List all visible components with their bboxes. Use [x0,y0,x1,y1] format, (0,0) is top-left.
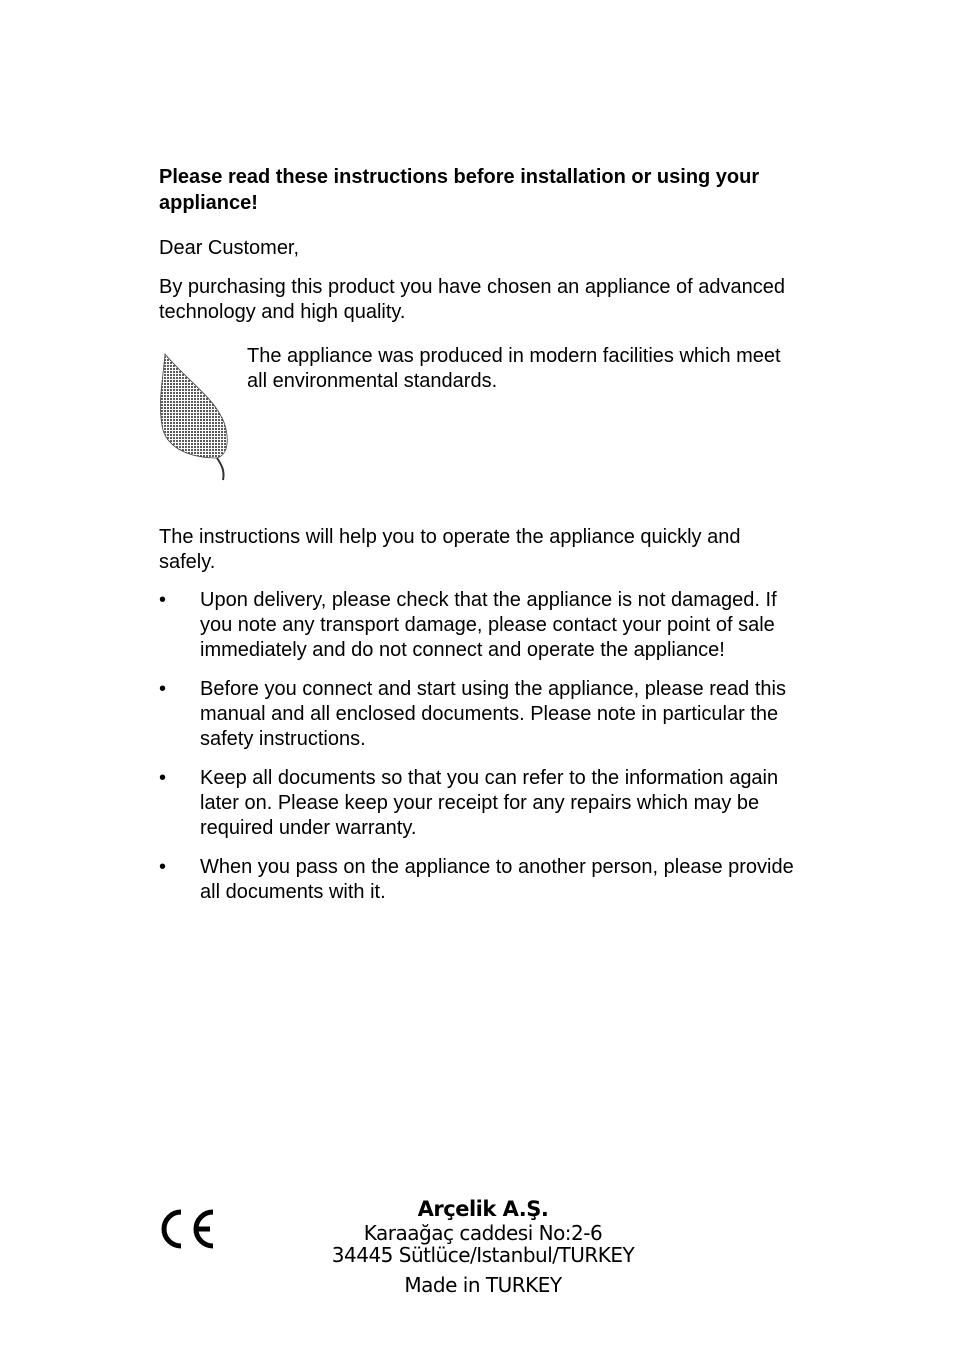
list-item-text: Before you connect and start using the appliance, please read this manual and all enclosed documents. Please note in particular the safety instructions. [200,678,786,750]
bullet-icon: • [159,678,167,700]
ce-mark-icon [157,1206,217,1252]
list-item-text: Keep all documents so that you can refer to the information again later on. Please keep your receipt for any repairs which may be required under warranty. [200,767,779,839]
list-item [159,766,809,841]
bullet-icon: • [159,767,167,789]
list-item [159,855,809,905]
intro-paragraph: By purchasing this product you have chosen an appliance of advanced technology and high quality. [159,276,785,323]
made-in-label: Made in TURKEY [404,1273,562,1297]
bullet-icon: • [159,856,167,878]
page-heading: Please read these instructions before installation or using your appliance! [159,166,760,214]
list-item [159,677,809,752]
list-item-text: Upon delivery, please check that the appliance is not damaged. If you note any transport damage, please contact your point of sale immediately and do not connect and operate the appliance! [200,589,777,661]
list-item [159,588,809,663]
list-item-text: When you pass on the appliance to another person, please provide all documents with it. [200,856,794,903]
manufacturer-address [300,1196,666,1296]
greeting-text: Dear Customer, [159,237,300,259]
instruction-list [159,588,809,919]
address-city: 34445 Sütlüce/Istanbul/TURKEY [331,1243,635,1267]
bullet-icon: • [159,589,167,611]
address-street: Karaağaç caddesi No:2-6 [363,1221,603,1245]
leaf-icon [155,350,235,485]
instructions-intro: The instructions will help you to operate the appliance quickly and safely. [159,526,741,573]
company-name: Arçelik A.Ş. [417,1197,549,1221]
eco-note: The appliance was produced in modern facilities which meet all environmental standards. [247,345,781,392]
